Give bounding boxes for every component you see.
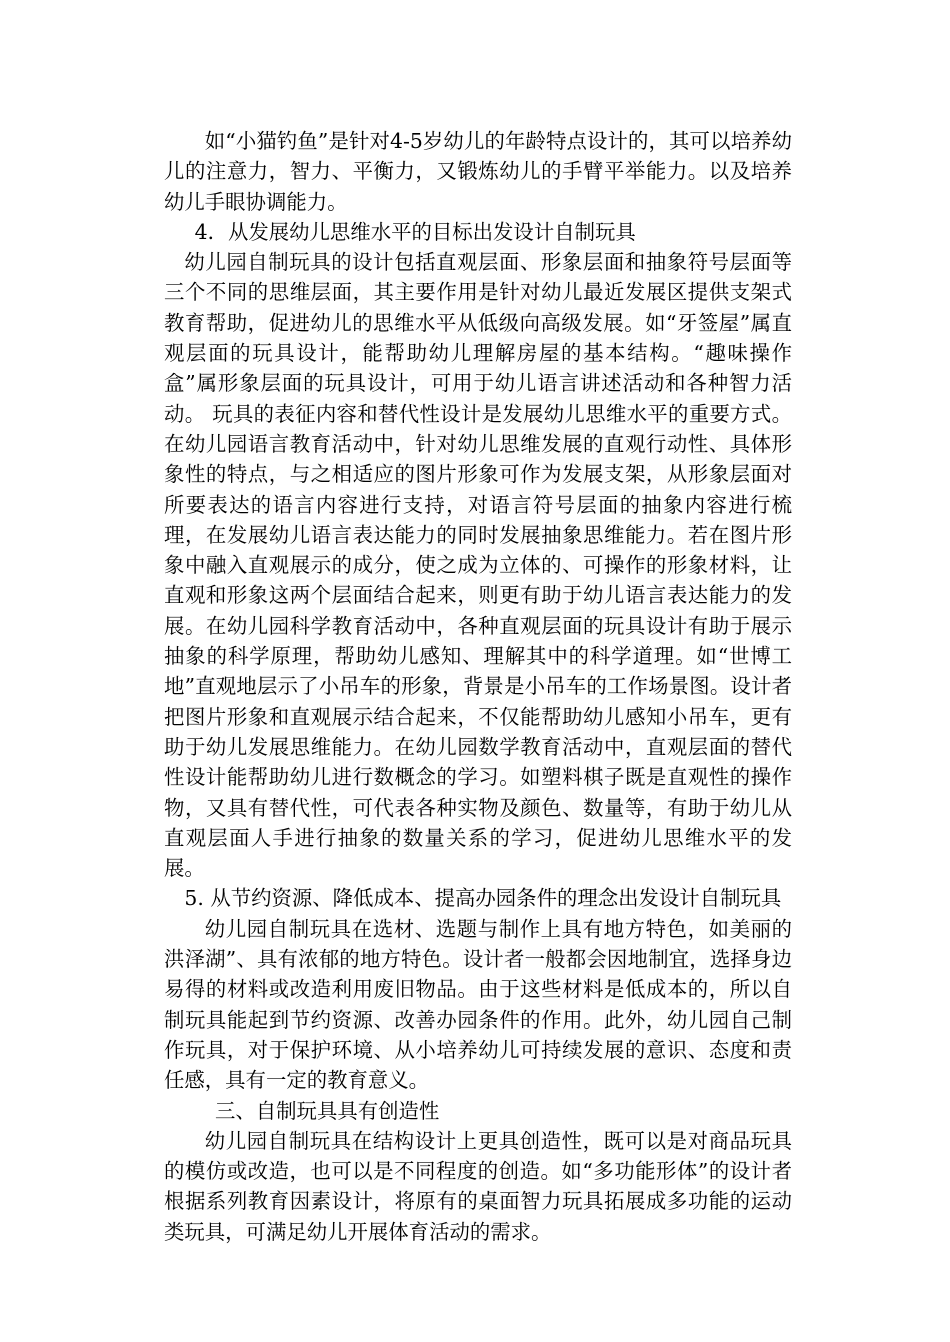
document-page [164, 126, 792, 1247]
paragraph-intro: 如“小猫钓鱼”是针对4-5岁幼儿的年龄特点设计的，其可以培养幼儿的注意力，智力、平衡力，又锻炼幼儿的手臂平举能力。以及培养幼儿手眼协调能力。 [164, 129, 792, 214]
section-heading-4: 4．从发展幼儿思维水平的目标出发设计自制玩具 [194, 219, 636, 244]
section-heading-5: 5. 从节约资源、降低成本、提高办园条件的理念出发设计自制玩具 [184, 886, 782, 911]
paragraph-thinking-levels: 幼儿园自制玩具的设计包括直观层面、形象层面和抽象符号层面等三个不同的思维层面，其主要作用是针对幼儿最近发展区提供支架式教育帮助，促进幼儿的思维水平从低级向高级发展。如“牙签屋”属直观层面的玩具设计，能帮助幼儿理解房屋的基本结构。“趣味操作盒”属形象层面的玩具设计，可用于幼儿语言讲述活动和各种智力活动。 玩具的表征内容和替代性设计是发展幼儿思维水平的重要方式。在幼儿园语言教育活动中，针对幼儿思维发展的直观行动性、具体形象性的特点，与之相适应的图片形象可作为发展支架，从形象层面对所要表达的语言内容进行支持，对语言符号层面的抽象内容进行梳理，在发展幼儿语言表达能力的同时发展抽象思维能力。若在图片形象中融入直观展示的成分，使之成为立体的、可操作的形象材料，让直观和形象这两个层面结合起来，则更有助于幼儿语言表达能力的发展。在幼儿园科学教育活动中，各种直观层面的玩具设计有助于展示抽象的科学原理，帮助幼儿感知、理解其中的科学道理。如“世博工地”直观地层示了小吊车的形象，背景是小吊车的工作场景图。设计者把图片形象和直观展示结合起来，不仅能帮助幼儿感知小吊车，更有助于幼儿发展思维能力。在幼儿园数学教育活动中，直观层面的替代性设计能帮助幼儿进行数概念的学习。如塑料棋子既是直观性的操作物，又具有替代性，可代表各种实物及颜色、数量等，有助于幼儿从直观层面人手进行抽象的数量关系的学习，促进幼儿思维水平的发展。 [164, 250, 792, 881]
paragraph-creativity: 幼儿园自制玩具在结构设计上更具创造性，既可以是对商品玩具的模仿或改造，也可以是不同程度的创造。如“多功能形体”的设计者根据系列教育因素设计，将原有的桌面智力玩具拓展成多功能的运动类玩具，可满足幼儿开展体育活动的需求。 [164, 1128, 792, 1244]
paragraph-local-materials: 幼儿园自制玩具在选材、选题与制作上具有地方特色，如美丽的洪泽湖”、具有浓郁的地方特色。设计者一般都会因地制宜，选择身边易得的材料或改造利用废旧物品。由于这些材料是低成本的，所以自制玩具能起到节约资源、改善办园条件的作用。此外，幼儿园自己制作玩具，对于保护环境、从小培养幼儿可持续发展的意识、态度和责任感，具有一定的教育意义。 [164, 916, 792, 1093]
section-heading-3: 三、自制玩具具有创造性 [215, 1098, 440, 1123]
